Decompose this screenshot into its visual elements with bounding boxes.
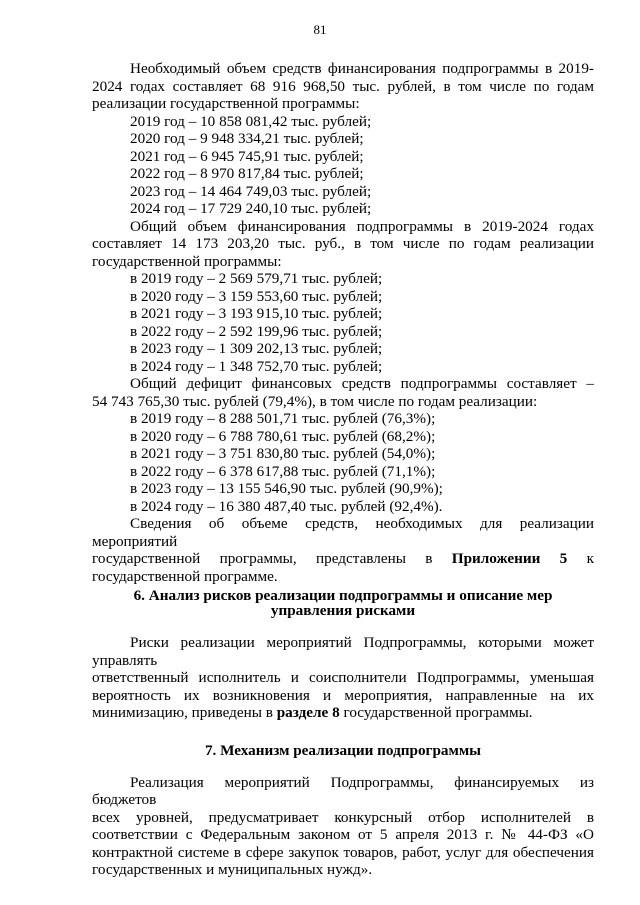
- funding-required-list: [92, 113, 594, 218]
- list-item: в 2019 году – 2 569 579,71 тыс. рублей;: [130, 270, 383, 287]
- funding-total-line-1: Общий объем финансирования подпрограммы в 2019-2024 годах: [130, 217, 594, 235]
- list-item: в 2019 году – 8 288 501,71 тыс. рублей (76,3%);: [130, 410, 436, 427]
- appendix-note-line-3: государственной программе.: [92, 567, 278, 585]
- section-7-line-2: всех уровней, предусматривает конкурсный отбор исполнителей в: [92, 808, 594, 826]
- appendix-note-line-1: Сведения об объеме средств, необходимых для реализации мероприятий: [92, 515, 594, 550]
- list-item: в 2020 году – 6 788 780,61 тыс. рублей (68,2%);: [130, 427, 436, 445]
- funding-required-line-3: реализации государственной программы:: [92, 95, 360, 112]
- section-6-text: минимизацию, приведены в: [92, 704, 277, 721]
- section-7-line-4: контрактной системе в сфере закупок товаров, работ, услуг для обеспечения: [92, 843, 594, 861]
- section-6-line-4: [92, 704, 594, 722]
- list-item: в 2023 году – 1 309 202,13 тыс. рублей;: [130, 340, 383, 357]
- list-item: в 2024 году – 16 380 487,40 тыс. рублей (92,4%).: [130, 497, 443, 515]
- list-item: в 2023 году – 13 155 546,90 тыс. рублей (90,9%);: [130, 480, 443, 497]
- funding-required-line-1: Необходимый объем средств финансирования подпрограммы в 2019-: [130, 60, 594, 77]
- section-reference: разделе 8: [276, 704, 340, 721]
- page-content: [92, 60, 594, 879]
- section-7-heading: 7. Механизм реализации подпрограммы: [204, 741, 482, 759]
- section-6-line-2: ответственный исполнитель и соисполнители Подпрограммы, уменьшая: [92, 669, 594, 686]
- funding-total-line-2: составляет 14 173 203,20 тыс. руб., в том числе по годам реализации: [92, 235, 594, 252]
- funding-total-line-3: государственной программы:: [92, 252, 282, 270]
- deficit-line-2: 54 743 765,30 тыс. рублей (79,4%), в том числе по годам реализации:: [92, 392, 538, 410]
- section-6-heading-line-1: 6. Анализ рисков реализации подпрограммы и описание мер: [133, 587, 553, 604]
- section-6-line-1: Риски реализации мероприятий Подпрограммы, которыми может управлять: [92, 634, 594, 669]
- section-7-line-3: соответствии с Федеральным законом от 5 апреля 2013 г. № 44-ФЗ «О: [92, 826, 594, 843]
- section-6-line-3: вероятность их возникновения и мероприятия, направленные на их: [92, 686, 594, 704]
- section-6-heading-line-2: управления рисками: [270, 602, 416, 619]
- funding-total-list: [92, 270, 594, 375]
- list-item: 2020 год – 9 948 334,21 тыс. рублей;: [130, 130, 364, 147]
- list-item: в 2022 году – 6 378 617,88 тыс. рублей (71,1%);: [130, 462, 436, 480]
- list-item: 2022 год – 8 970 817,84 тыс. рублей;: [130, 165, 364, 182]
- appendix-note-line-2: [92, 550, 594, 568]
- list-item: 2019 год – 10 858 081,42 тыс. рублей;: [130, 112, 372, 130]
- funding-required-line-2: 2024 годах составляет 68 916 968,50 тыс. рублей, в том числе по годам: [92, 77, 594, 95]
- list-item: в 2021 году – 3 751 830,80 тыс. рублей (54,0%);: [130, 445, 436, 462]
- list-item: 2021 год – 6 945 745,91 тыс. рублей;: [130, 147, 364, 165]
- list-item: в 2022 году – 2 592 199,96 тыс. рублей;: [130, 322, 383, 340]
- list-item: в 2024 году – 1 348 752,70 тыс. рублей;: [130, 357, 383, 375]
- list-item: в 2021 году – 3 193 915,10 тыс. рублей;: [130, 305, 383, 322]
- section-7-line-1: Реализация мероприятий Подпрограммы, финансируемых из бюджетов: [92, 773, 594, 808]
- appendix-note-text: государственной программы, представлены в: [92, 550, 452, 567]
- page-number: 81: [313, 22, 327, 37]
- list-item: в 2020 году – 3 159 553,60 тыс. рублей;: [130, 287, 383, 305]
- deficit-line-1: Общий дефицит финансовых средств подпрограммы составляет –: [130, 375, 594, 392]
- section-7-line-5: государственных и муниципальных нужд».: [92, 861, 373, 878]
- appendix-reference: Приложении 5: [451, 550, 568, 567]
- list-item: 2023 год – 14 464 749,03 тыс. рублей;: [130, 182, 372, 200]
- list-item: 2024 год – 17 729 240,10 тыс. рублей;: [130, 200, 372, 217]
- deficit-list: [92, 410, 594, 515]
- appendix-note-text-end: к: [567, 550, 594, 567]
- section-6-text-end: государственной программы.: [339, 704, 533, 721]
